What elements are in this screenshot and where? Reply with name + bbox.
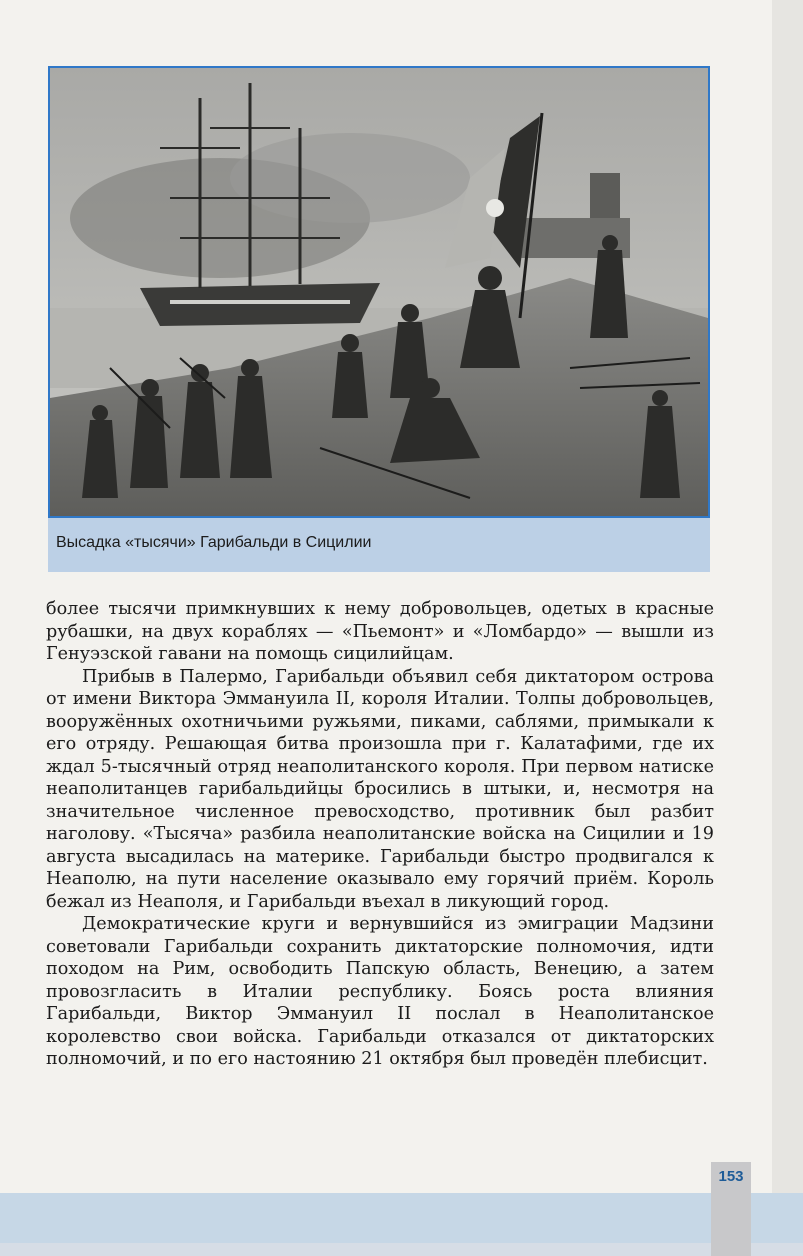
paragraph-2: Прибыв в Палермо, Гарибальди объявил себя диктатором острова от имени Виктора Эммануила II, короля Италии. Толпы добровольцев, вооружённых охотничьими ружьями, пиками, саблями, примыкали к его отряду. Решающая битва произошла при г. Калатафими, где их ждал 5-тысячный отряд неаполитанского короля. При первом натиске неаполитанцев гарибальдийцы бросились в штыки, и, несмотря на значительное численное превосходство, противник был разбит наголову. «Тысяча» разбила неаполитанские войска на Сицилии и 19 августа высадилась на материке. Гарибальди быстро продвигался к Неаполю, на пути население оказывало ему горячий приём. Король бежал из Неаполя, и Гарибальди въехал в ликующий город.: [46, 666, 714, 912]
paragraph-1: более тысячи примкнувших к нему добровольцев, одетых в красные рубашки, на двух кораблях — «Пьемонт» и «Ломбардо» — вышли из Генуэзской гавани на помощь сицилийцам.: [46, 599, 714, 664]
garibaldi-landing-illustration: [48, 66, 710, 518]
paragraph-3: Демократические круги и вернувшийся из эмиграции Мадзини советовали Гарибальди сохранить диктаторские полномочия, идти походом на Рим, освободить Папскую область, Венецию, а затем провозгласить в Италии республику. Боясь роста влияния Гарибальди, Виктор Эммануил II послал в Неаполитанское королевство свои войска. Гарибальди отказался от диктаторских полномочий, и по его настоянию 21 октября был проведён плебисцит.: [46, 914, 714, 1069]
page-edge-strip: [772, 0, 803, 1256]
page-number: 153: [718, 1168, 744, 1185]
landing-scene-illustration: [50, 68, 708, 516]
illustration-caption: Высадка «тысячи» Гарибальди в Сицилии: [56, 534, 372, 551]
body-text: [46, 598, 714, 1071]
footer-edge: [0, 1243, 803, 1256]
